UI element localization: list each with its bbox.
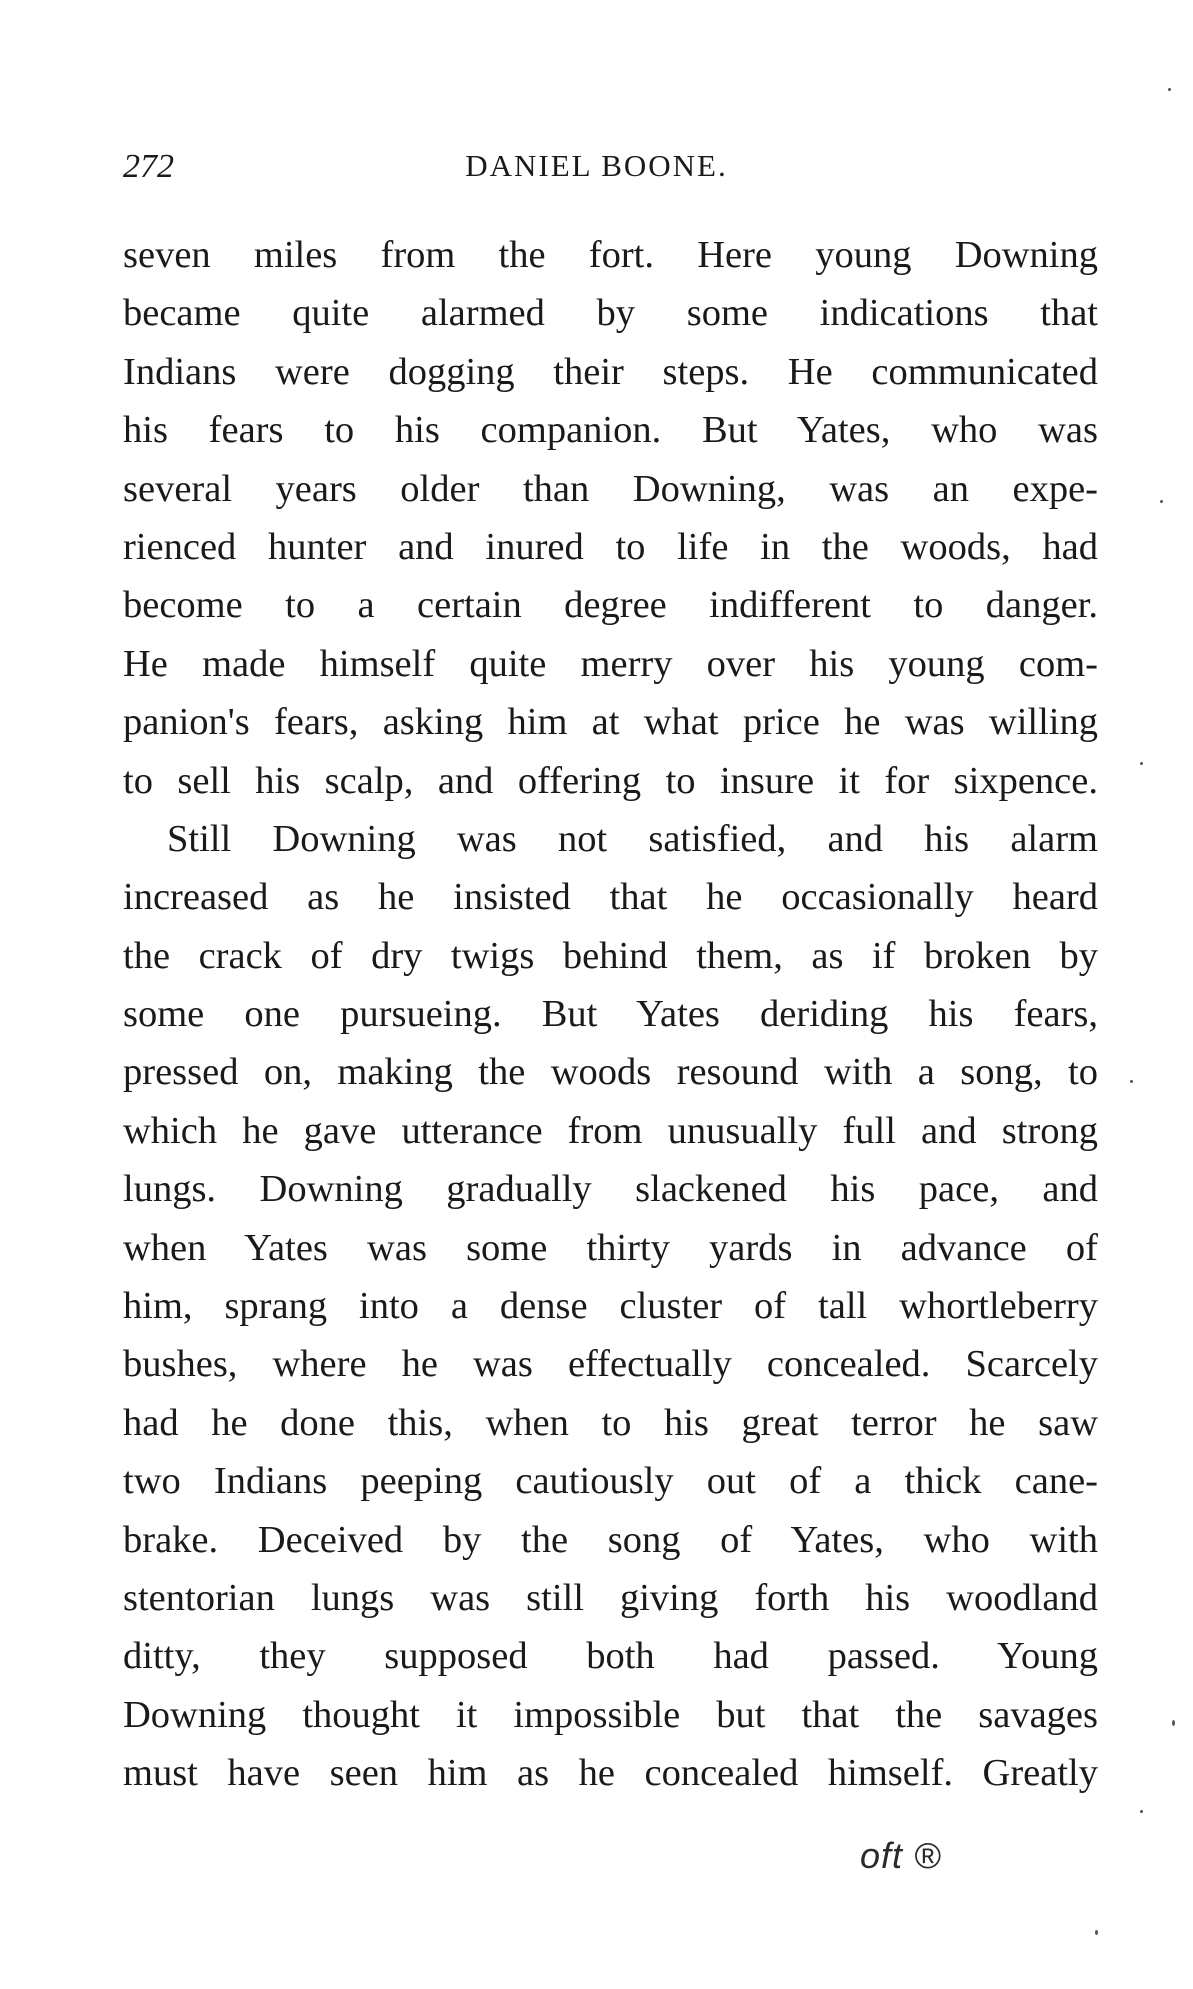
text-line: some one pursueing. But Yates deriding his fears, bbox=[123, 993, 1098, 1036]
text-line: ditty, they supposed both had passed. Young bbox=[123, 1635, 1098, 1678]
watermark: oft ® bbox=[860, 1835, 942, 1876]
text-line: Downing thought it impossible but that the savages bbox=[123, 1693, 1098, 1736]
text-line: increased as he insisted that he occasionally heard bbox=[123, 876, 1098, 919]
scan-speck bbox=[1168, 88, 1171, 91]
text-line: two Indians peeping cautiously out of a thick cane- bbox=[123, 1460, 1098, 1503]
text-line: his fears to his companion. But Yates, who was bbox=[123, 409, 1098, 452]
scan-speck bbox=[1140, 762, 1143, 765]
text-line: several years older than Downing, was an expe- bbox=[123, 467, 1098, 510]
scan-speck bbox=[1172, 1720, 1175, 1726]
text-line: became quite alarmed by some indications that bbox=[123, 292, 1098, 335]
running-head: DANIEL BOONE. bbox=[465, 148, 728, 183]
text-line: him, sprang into a dense cluster of tall whortleberry bbox=[123, 1285, 1098, 1328]
scan-speck bbox=[1140, 1810, 1143, 1813]
text-line: had he done this, when to his great terror he saw bbox=[123, 1401, 1098, 1444]
paragraph-2 bbox=[123, 810, 1098, 1803]
text-line: pressed on, making the woods resound with a song, to bbox=[123, 1051, 1098, 1094]
scan-speck bbox=[1130, 1080, 1133, 1083]
paragraph-1 bbox=[123, 226, 1098, 810]
scan-speck bbox=[1095, 1930, 1098, 1935]
page-number: 272 bbox=[123, 148, 174, 185]
text-line: when Yates was some thirty yards in advance of bbox=[123, 1226, 1098, 1269]
text-line: the crack of dry twigs behind them, as if broken by bbox=[123, 934, 1098, 977]
text-line: Still Downing was not satisfied, and his alarm bbox=[167, 817, 1098, 860]
text-line: to sell his scalp, and offering to insure it for sixpence. bbox=[123, 759, 1098, 802]
scan-speck bbox=[1160, 500, 1163, 503]
page-header bbox=[0, 148, 1193, 198]
text-line: stentorian lungs was still giving forth his woodland bbox=[123, 1576, 1098, 1619]
text-line: become to a certain degree indifferent to danger. bbox=[123, 584, 1098, 627]
text-line: which he gave utterance from unusually full and strong bbox=[123, 1109, 1098, 1152]
body-text bbox=[123, 226, 1098, 1803]
text-line: lungs. Downing gradually slackened his pace, and bbox=[123, 1168, 1098, 1211]
text-line: brake. Deceived by the song of Yates, who with bbox=[123, 1518, 1098, 1561]
text-line: must have seen him as he concealed himself. Greatly bbox=[123, 1752, 1098, 1795]
text-line: rienced hunter and inured to life in the woods, had bbox=[123, 525, 1098, 568]
text-line: Indians were dogging their steps. He communicated bbox=[123, 350, 1098, 393]
text-line: He made himself quite merry over his young com- bbox=[123, 642, 1098, 685]
text-line: seven miles from the fort. Here young Downing bbox=[123, 234, 1098, 276]
text-line: panion's fears, asking him at what price he was willing bbox=[123, 701, 1098, 744]
text-line: bushes, where he was effectually concealed. Scarcely bbox=[123, 1343, 1098, 1386]
